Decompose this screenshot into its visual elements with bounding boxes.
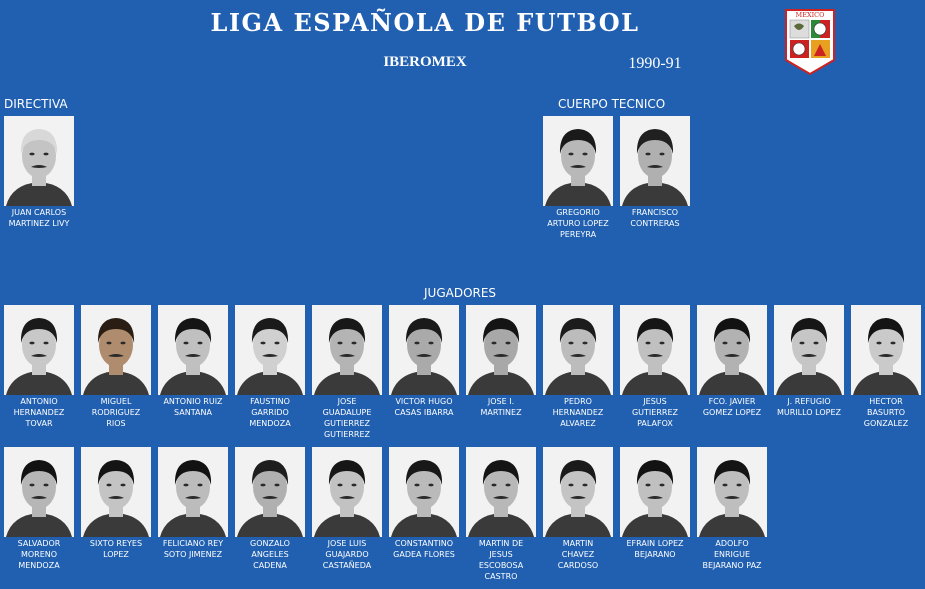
person-card-cuerpo-tecnico bbox=[620, 116, 690, 228]
person-card-jugadores bbox=[158, 305, 228, 417]
player-photo bbox=[158, 305, 228, 395]
person-name: JOSE I. MARTINEZ bbox=[480, 397, 522, 417]
player-photo bbox=[81, 305, 151, 395]
person-card-jugadores bbox=[389, 447, 459, 559]
person-name: SIXTO REYES LOPEZ bbox=[89, 539, 143, 559]
player-photo bbox=[389, 447, 459, 537]
player-photo bbox=[4, 447, 74, 537]
person-name: EFRAIN LOPEZ BEJARANO bbox=[626, 539, 684, 559]
person-card-jugadores bbox=[81, 305, 151, 428]
crest-text: MEXICO bbox=[795, 11, 825, 19]
player-photo bbox=[235, 447, 305, 537]
person-name: FELICIANO REY SOTO JIMENEZ bbox=[162, 539, 224, 559]
person-name: JESUS GUTIERREZ PALAFOX bbox=[631, 397, 678, 428]
person-card-jugadores bbox=[620, 305, 690, 428]
section-label-jugadores: JUGADORES bbox=[424, 286, 497, 300]
mexico-crest-logo bbox=[784, 8, 836, 76]
person-card-jugadores bbox=[389, 305, 459, 417]
person-name: VICTOR HUGO CASAS IBARRA bbox=[394, 397, 454, 417]
person-card-jugadores bbox=[697, 447, 767, 570]
section-label-directiva: DIRECTIVA bbox=[4, 97, 68, 111]
person-name: CONSTANTINO GADEA FLORES bbox=[393, 539, 455, 559]
player-photo bbox=[4, 116, 74, 206]
player-photo bbox=[4, 305, 74, 395]
person-name: MARTIN CHAVEZ CARDOSO bbox=[557, 539, 599, 570]
player-photo bbox=[851, 305, 921, 395]
person-name: GREGORIO ARTURO LOPEZ PEREYRA bbox=[547, 208, 609, 239]
person-card-jugadores bbox=[697, 305, 767, 417]
player-photo bbox=[697, 447, 767, 537]
player-photo bbox=[312, 305, 382, 395]
page-title: LIGA ESPAÑOLA DE FUTBOL bbox=[210, 8, 640, 37]
person-card-jugadores bbox=[851, 305, 921, 428]
person-card-jugadores bbox=[235, 447, 305, 570]
person-name: MIGUEL RODRIGUEZ RIOS bbox=[91, 397, 141, 428]
player-photo bbox=[620, 116, 690, 206]
person-card-jugadores bbox=[81, 447, 151, 559]
player-photo bbox=[466, 447, 536, 537]
player-photo bbox=[620, 447, 690, 537]
person-name: MARTIN DE JESUS ESCOBOSA CASTRO bbox=[478, 539, 524, 581]
player-photo bbox=[543, 305, 613, 395]
person-name: FCO. JAVIER GOMEZ LOPEZ bbox=[702, 397, 762, 417]
person-card-jugadores bbox=[4, 447, 74, 570]
person-name: PEDRO HERNANDEZ ALVAREZ bbox=[552, 397, 604, 428]
player-photo bbox=[774, 305, 844, 395]
person-name: SALVADOR MORENO MENDOZA bbox=[17, 539, 61, 570]
person-name: FRANCISCO CONTRERAS bbox=[630, 208, 680, 228]
person-card-jugadores bbox=[312, 305, 382, 439]
person-name: HECTOR BASURTO GONZALEZ bbox=[863, 397, 909, 428]
person-card-jugadores bbox=[543, 305, 613, 428]
person-name: JOSE GUADALUPE GUTIERREZ GUTIERREZ bbox=[322, 397, 372, 439]
person-card-jugadores bbox=[620, 447, 690, 559]
person-card-jugadores bbox=[235, 305, 305, 428]
person-card-cuerpo-tecnico bbox=[543, 116, 613, 239]
person-card-directiva bbox=[4, 116, 74, 228]
player-photo bbox=[697, 305, 767, 395]
person-name: ADOLFO ENRIGUE BEJARANO PAZ bbox=[702, 539, 762, 570]
player-photo bbox=[389, 305, 459, 395]
player-photo bbox=[466, 305, 536, 395]
person-name: JUAN CARLOS MARTINEZ LIVY bbox=[8, 208, 70, 228]
person-card-jugadores bbox=[466, 305, 536, 417]
person-card-jugadores bbox=[543, 447, 613, 570]
person-name: ANTONIO RUIZ SANTANA bbox=[163, 397, 223, 417]
player-photo bbox=[620, 305, 690, 395]
section-label-cuerpo-tecnico: CUERPO TECNICO bbox=[558, 97, 666, 111]
person-card-jugadores bbox=[158, 447, 228, 559]
person-name: J. REFUGIO MURILLO LOPEZ bbox=[777, 397, 841, 417]
player-photo bbox=[158, 447, 228, 537]
person-name: JOSE LUIS GUAJARDO CASTAÑEDA bbox=[322, 539, 372, 570]
team-name: IBEROMEX bbox=[383, 54, 467, 70]
player-photo bbox=[543, 116, 613, 206]
player-photo bbox=[235, 305, 305, 395]
person-name: FAUSTINO GARRIDO MENDOZA bbox=[249, 397, 291, 428]
season-label: 1990-91 bbox=[628, 55, 682, 72]
person-card-jugadores bbox=[312, 447, 382, 570]
person-card-jugadores bbox=[774, 305, 844, 417]
person-card-jugadores bbox=[4, 305, 74, 428]
player-photo bbox=[312, 447, 382, 537]
person-card-jugadores bbox=[466, 447, 536, 581]
person-name: ANTONIO HERNANDEZ TOVAR bbox=[13, 397, 65, 428]
player-photo bbox=[81, 447, 151, 537]
person-name: GONZALO ANGELES CADENA bbox=[250, 539, 290, 570]
player-photo bbox=[543, 447, 613, 537]
